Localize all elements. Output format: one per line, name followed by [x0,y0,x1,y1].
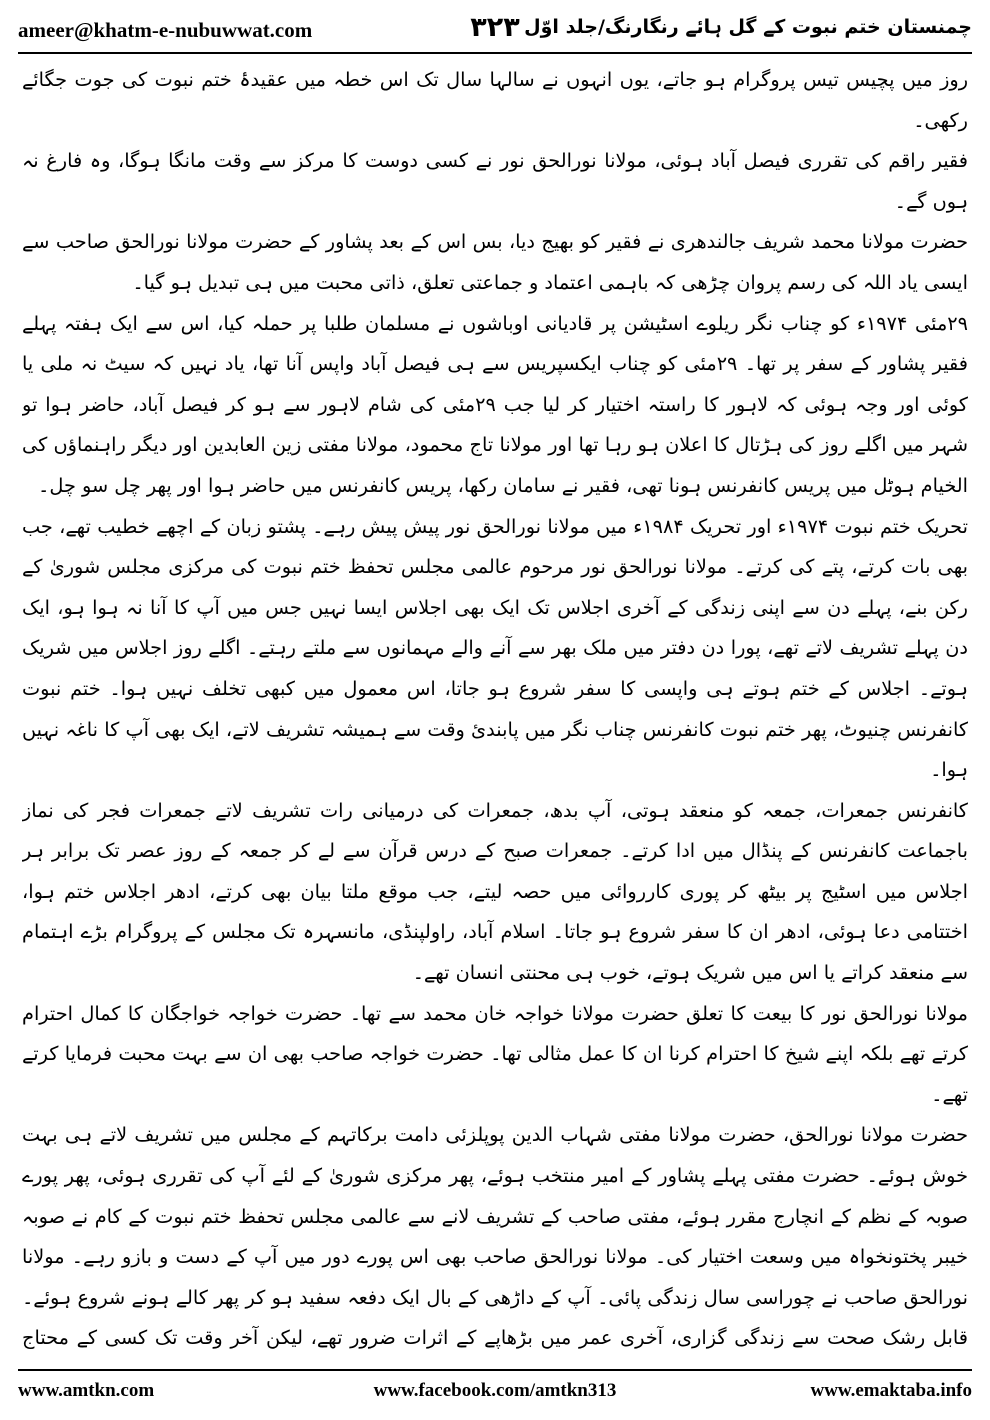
page-body [22,60,968,1360]
footer-rule [18,1369,972,1371]
paragraph: ۲۹مئی ۱۹۷۴ء کو چناب نگر ریلوے اسٹیشن پر قادیانی اوباشوں نے مسلمان طلبا پر حملہ کیا، اس سے ایک ہفتہ پہلے فقیر پشاور کے سفر پر تھا۔ ۲۹مئی کو چناب ایکسپریس سے ہی فیصل آباد واپس آنا تھا، یاد نہیں کہ سیٹ نہ ملی یا کوئی اور وجہ ہوئی کہ لاہور کا راستہ اختیار کر لیا جب ۲۹مئی کی شام لاہور سے ہو کر فیصل آباد، حاضر ہوا تو شہر میں اگلے روز کی ہڑتال کا اعلان ہو رہا تھا اور مولانا تاج محمود، مولانا مفتی زین العابدین اور دیگر راہنماؤں کی الخیام ہوٹل میں پریس کانفرنس ہونا تھی، فقیر نے سامان رکھا، پریس کانفرنس میں حاضر ہوا اور پھر چل سو چل۔ [22,311,968,497]
paragraph: حضرت مولانا محمد شریف جالندھری نے فقیر کو بھیج دیا، بس اس کے بعد پشاور کے حضرت مولانا نورالحق صاحب سے ایسی یاد اللہ کی رسم پروان چڑھی کہ باہمی اعتماد و جماعتی تعلق، ذاتی محبت میں ہی تبدیل ہو گیا۔ [22,230,968,294]
header-email: ameer@khatm-e-nubuwwat.com [18,18,313,42]
page-number: ۳۲۳ [470,12,520,43]
paragraph: تحریک ختم نبوت ۱۹۷۴ء اور تحریک ۱۹۸۴ء میں مولانا نورالحق نور پیش پیش رہے۔ پشتو زبان کے اچھے خطیب تھے، جب بھی بات کرتے، پتے کی کرتے۔ مولانا نورالحق نور مرحوم عالمی مجلس تحفظ ختم نبوت کی مرکزی مجلس شوریٰ کے رکن بنے، پہلے دن سے اپنی زندگی کے آخری اجلاس تک ایک بھی اجلاس ایسا نہیں جس میں آپ کا آنا نہ ہوا ہو، ایک دن پہلے تشریف لاتے تھے، پورا دن دفتر میں ملک بھر سے آنے والے مہمانوں سے ملتے رہتے۔ اگلے روز اجلاس میں شریک ہوتے۔ اجلاس کے ختم ہوتے ہی واپسی کا سفر شروع ہو جاتا، اس معمول میں کبھی تخلف نہیں ہوا۔ ختم نبوت کانفرنس چنیوٹ، پھر ختم نبوت کانفرنس چناب نگر میں پابندیٔ وقت سے ہمیشہ تشریف لاتے، ایک بھی آپ کا ناغہ نہیں ہوا۔ [22,514,968,782]
book-title: چمنستان ختم نبوت کے گل ہائے رنگارنگ/جلد اوّل [524,16,972,38]
page-header [18,12,972,52]
footer-link-emaktaba[interactable]: www.emaktaba.info [810,1380,972,1401]
paragraph: مولانا نورالحق نور کا بیعت کا تعلق حضرت مولانا خواجہ خان محمد سے تھا۔ حضرت خواجہ خواجگان کا کمال احترام کرتے تھے بلکہ اپنے شیخ کا احترام کرنا ان کا عمل مثالی تھا۔ حضرت خواجہ صاحب بھی ان سے بہت محبت فرمایا کرتے تھے۔ [22,1001,968,1106]
footer-link-amtkn[interactable]: www.amtkn.com [18,1380,155,1401]
paragraph: فقیر راقم کی تقرری فیصل آباد ہوئی، مولانا نورالحق نور نے کسی دوست کا مرکز سے وقت مانگا ہوگا، وہ فارغ نہ ہوں گے۔ [22,149,968,213]
footer-link-facebook[interactable]: www.facebook.com/amtkn313 [373,1380,617,1401]
paragraph: کانفرنس جمعرات، جمعہ کو منعقد ہوتی، آپ بدھ، جمعرات کی درمیانی رات تشریف لاتے جمعرات فجر کی نماز باجماعت کانفرنس کے پنڈال میں ادا کرتے۔ جمعرات صبح کے درس قرآن سے لے کر جمعہ کے روز عصر تک برابر ہر اجلاس میں اسٹیج پر بیٹھ کر پوری کارروائی میں حصہ لیتے، جب موقع ملتا بیان بھی کرتے، ادھر اجلاس ختم ہوا، اختتامی دعا ہوئی، ادھر ان کا سفر شروع ہو جاتا۔ اسلام آباد، راولپنڈی، مانسہرہ تک مجلس کے پروگرام بڑے اہتمام سے منعقد کراتے یا اس میں شریک ہوتے، خوب ہی محنتی انسان تھے۔ [22,798,968,985]
paragraph: حضرت مولانا نورالحق، حضرت مولانا مفتی شہاب الدین پوپلزئی دامت برکاتہم کے مجلس میں تشریف لاتے ہی بہت خوش ہوئے۔ حضرت مفتی پہلے پشاور کے امیر منتخب ہوئے، پھر مرکزی شوریٰ کے لئے آپ کی تقرری ہوئی، پھر پورے صوبہ کے نظم کے انچارج مقرر ہوئے، مفتی صاحب کے تشریف لانے سے عالمی مجلس تحفظ ختم نبوت کے کام نے صوبہ خیبر پختونخواہ میں وسعت اختیار کی۔ مولانا نورالحق صاحب بھی اس پورے دور میں آپ کے دست و بازو رہے۔ مولانا نورالحق صاحب نے چوراسی سال زندگی پائی۔ آپ کے داڑھی کے بال ایک دفعہ سفید ہو کر پھر کالے ہونے شروع ہوئے۔ قابل رشک صحت سے زندگی گزاری، آخری عمر میں بڑھاپے کے اثرات ضرور تھے، لیکن آخر وقت تک کسی کے محتاج [22,1123,968,1350]
page-footer [18,1380,972,1408]
header-rule [18,52,972,54]
paragraph: روز میں پچیس تیس پروگرام ہو جاتے، یوں انہوں نے سالہا سال تک اس خطہ میں عقیدۂ ختم نبوت کی جوت جگائے رکھی۔ [22,68,968,132]
